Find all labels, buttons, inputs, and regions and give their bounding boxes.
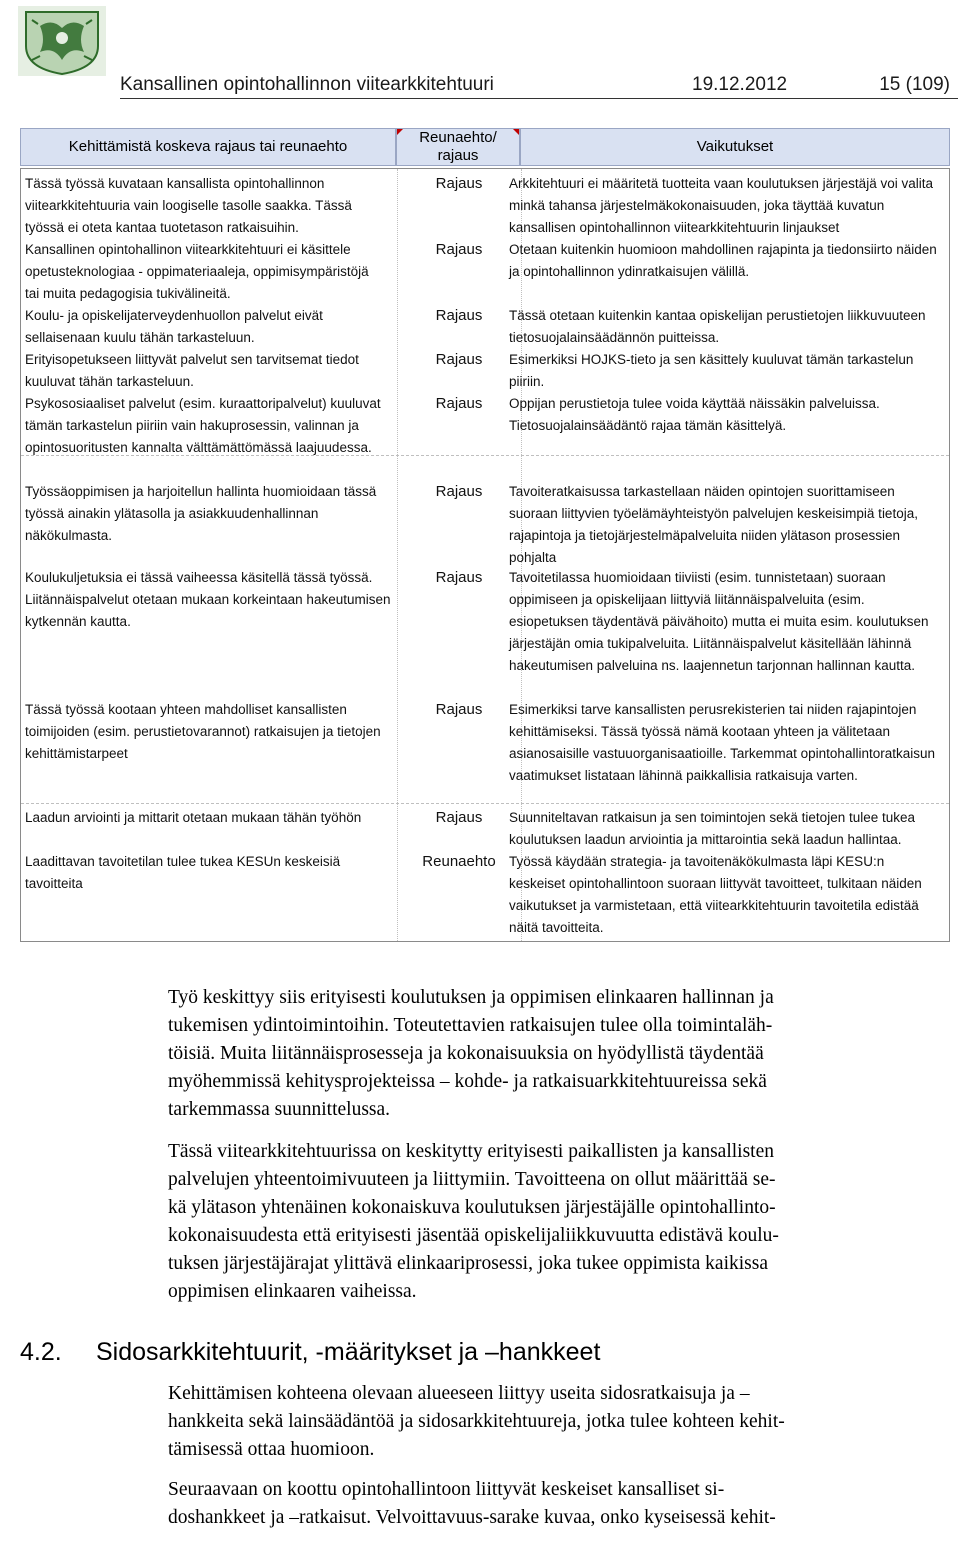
comment-marker-icon (397, 129, 403, 135)
page-header (120, 70, 950, 98)
effects-cell (509, 239, 947, 283)
effects-cell-line: Tavoitetilassa huomioidaan tiiviisti (esim. tunnistetaan) suoraan (509, 570, 886, 585)
section-heading (20, 1338, 920, 1372)
paragraph-line: doshankkeet ja –ratkaisut. Velvoittavuus-sarake kuvaa, onko kyseisessä kehit- (168, 1507, 776, 1528)
type-cell: Rajaus (435, 701, 483, 718)
restriction-cell (25, 173, 397, 239)
effects-cell (509, 305, 947, 349)
type-cell: Reunaehto (422, 853, 496, 870)
restriction-cell-line: työssä ainakin ylätasolla ja asiakkuudenhallinnan (25, 506, 319, 521)
effects-cell-line: hakeutumisen palveluina ns. laajennetun tarjonnan hallinnan kautta. (509, 658, 916, 673)
restriction-cell-line: Koulukuljetuksia ei tässä vaiheessa käsitellä tässä työssä. (25, 570, 373, 585)
effects-cell-line: kansallisen opintohallinnon viitearkkitehtuurin linjaukset (509, 220, 840, 235)
body-paragraph-4 (168, 1476, 940, 1532)
paragraph-line: tämisessä ottaa huomioon. (168, 1439, 375, 1460)
restriction-cell-line: Psykososiaaliset palvelut (esim. kuraattoripalvelut) kuuluvat (25, 396, 381, 411)
restriction-cell (25, 239, 397, 305)
paragraph-line: tarkemmassa suunnittelussa. (168, 1099, 391, 1120)
paragraph-line: Työ keskittyy siis erityisesti koulutuksen ja oppimisen elinkaaren hallinnan ja (168, 987, 774, 1008)
paragraph-line: oppimisen elinkaaren vaiheissa. (168, 1281, 417, 1302)
column-header-type-label: Reunaehto/ rajaus (419, 129, 497, 164)
table-header (20, 128, 950, 168)
table-body (20, 168, 950, 942)
paragraph-line: kokonaisuudesta että erityisesti jäsentää opiskelijaliikkuvuutta edistävä koulu- (168, 1225, 779, 1246)
restriction-cell-line: Erityisopetukseen liittyvät palvelut sen tarvitsemat tiedot (25, 352, 359, 367)
restriction-cell (25, 349, 397, 393)
restriction-cell-line: sellaisenaan kuulu tähän tarkasteluun. (25, 330, 255, 345)
restriction-cell-line: Tässä työssä kuvataan kansallista opintohallinnon (25, 176, 325, 191)
effects-cell-line: järjestäjän omia tukipalveluita. Liitännäispalvelut käsitellään lähinnä (509, 636, 912, 651)
effects-cell-line: pohjalta (509, 550, 557, 565)
paragraph-line: Tässä viitearkkitehtuurissa on keskitytty erityisesti paikallisten ja kansallisten (168, 1141, 774, 1162)
effects-cell-line: rajapintoja ja tietojärjestelmäpalveluita niiden ylätason prosessien (509, 528, 900, 543)
effects-cell-line: ja opintohallinnon ydinratkaisujen välillä. (509, 264, 750, 279)
column-header-restriction (20, 128, 396, 166)
document-title: Kansallinen opintohallinnon viitearkkitehtuuri (120, 74, 494, 95)
restriction-cell-line: tavoitteita (25, 876, 83, 891)
effects-cell (509, 349, 947, 393)
restriction-cell-line: kytkennän kautta. (25, 614, 131, 629)
effects-cell-line: vaatimukset listataan lähinnä paikkallisia ratkaisuja varten. (509, 768, 858, 783)
effects-cell (509, 481, 947, 569)
type-cell: Rajaus (435, 241, 483, 258)
restriction-cell-line: opetusteknologiaa - oppimateriaaleja, oppimisympäristöjä (25, 264, 369, 279)
effects-cell (509, 851, 947, 939)
paragraph-line: Kehittämisen kohteena olevaan alueeseen liittyy useita sidosratkaisuja ja – (168, 1383, 750, 1404)
restriction-cell-line: näkökulmasta. (25, 528, 113, 543)
paragraph-line: kä ylätason yhtenäinen kokonaiskuva koulutuksen järjestäjälle opintohallinto- (168, 1197, 776, 1218)
restriction-cell (25, 699, 397, 765)
restriction-cell-line: Laadittavan tavoitetilan tulee tukea KESUn keskeisiä (25, 854, 341, 869)
paragraph-line: töisiä. Muita liitännäisprosesseja ja kokonaisuuksia on hyödyllistä täydentää (168, 1043, 764, 1064)
restriction-cell-line: Koulu- ja opiskelijaterveydenhuollon palvelut eivät (25, 308, 323, 323)
effects-cell-line: minkä tahansa järjestelmäkokonaisuuden, joka täyttää kuvatun (509, 198, 885, 213)
body-paragraph-1 (168, 984, 940, 1124)
row-group-divider (21, 803, 949, 804)
effects-cell-line: Työssä käydään strategia- ja tavoitenäkökulmasta läpi KESU:n (509, 854, 885, 869)
restriction-cell-line: tämän tarkastelun piiriin vain hakuprosessin, valinnan ja (25, 418, 359, 433)
effects-cell-line: Esimerkiksi HOJKS-tieto ja sen käsittely kuuluvat tämän tarkastelun (509, 352, 914, 367)
restriction-cell (25, 481, 397, 547)
restriction-cell-line: toimijoiden (esim. perustietovarannot) ratkaisujen ja tietojen (25, 724, 381, 739)
restriction-cell (25, 393, 397, 459)
type-cell: Rajaus (435, 483, 483, 500)
effects-cell-line: vaikutukset ja varmistetaan, että viitearkkitehtuurin tavoitetila edistää (509, 898, 919, 913)
effects-cell-line: esiopetuksen täydentävä päivähoito) mutta ei muita esim. koulutuksen (509, 614, 929, 629)
effects-cell (509, 807, 947, 851)
effects-cell (509, 699, 947, 787)
page-number: 15 (109) (879, 74, 950, 95)
restriction-cell (25, 305, 397, 349)
paragraph-line: tuksen järjestäjärajat ylittävä elinkaariprosessi, joka tukee oppimista kaikissa (168, 1253, 768, 1274)
restriction-cell-line: opintosuoritusten kannalta välttämättömässä laajuudessa. (25, 440, 372, 455)
type-cell: Rajaus (435, 569, 483, 586)
restriction-cell-line: viitearkkitehtuuria vain loogiselle tasolle saakka. Tässä (25, 198, 352, 213)
type-cell: Rajaus (435, 175, 483, 192)
effects-cell-line: Tietosuojalainsäädäntö rajaa tämän käsittelyä. (509, 418, 787, 433)
body-paragraph-3 (168, 1380, 940, 1464)
paragraph-line: palvelujen yhteentoimivuuteen ja liittymiin. Tavoitteena on ollut määrittää se- (168, 1169, 776, 1190)
effects-cell-line: Tässä otetaan kuitenkin kantaa opiskelijan perustietojen liikkuvuuteen (509, 308, 926, 323)
restriction-cell-line: kehittämistarpeet (25, 746, 128, 761)
restriction-cell (25, 567, 397, 633)
effects-cell (509, 567, 947, 677)
effects-cell-line: piiriin. (509, 374, 545, 389)
restriction-cell-line: kuuluvat tähän tarkasteluun. (25, 374, 194, 389)
restriction-cell-line: Laadun arviointi ja mittarit otetaan mukaan tähän työhön (25, 810, 362, 825)
column-header-type (396, 128, 520, 166)
paragraph-line: tukemisen ydintoimintoihin. Toteutettavien ratkaisujen tulee olla toimintaläh- (168, 1015, 773, 1036)
scope-table (20, 128, 950, 942)
paragraph-line: hankkeita sekä lainsäädäntöä ja sidosarkkitehtuureja, jotka tulee kohteen kehit- (168, 1411, 785, 1432)
effects-cell-line: oppimiseen ja opiskelijaan liittyviä liitännäispalveluita (esim. (509, 592, 865, 607)
coat-of-arms-logo (18, 6, 106, 76)
type-cell: Rajaus (435, 351, 483, 368)
section-number: 4.2. (20, 1338, 62, 1366)
effects-cell-line: Suunniteltavan ratkaisun ja sen toimintojen sekä tietojen tulee tukea (509, 810, 916, 825)
section-title: Sidosarkkitehtuurit, -määritykset ja –hankkeet (96, 1338, 601, 1366)
restriction-cell-line: Liitännäispalvelut otetaan mukaan korkeintaan hakeutumisen (25, 592, 391, 607)
type-cell: Rajaus (435, 395, 483, 412)
effects-cell-line: Otetaan kuitenkin huomioon mahdollinen rajapinta ja tiedonsiirto näiden (509, 242, 937, 257)
restriction-cell-line: työssä ei oteta kantaa tuotetason ratkaisuihin. (25, 220, 299, 235)
restriction-cell (25, 807, 397, 829)
effects-cell-line: Oppijan perustietoja tulee voida käyttää näissäkin palveluissa. (509, 396, 880, 411)
effects-cell-line: suoraan liittyvien työelämäyhteistyön palvelujen keskeisimpiä tietoja, (509, 506, 918, 521)
document-date: 19.12.2012 (692, 74, 788, 95)
restriction-cell (25, 851, 397, 895)
paragraph-line: myöhemmissä kehitysprojekteissa – kohde- ja ratkaisuarkkitehtuureissa sekä (168, 1071, 767, 1092)
effects-cell (509, 393, 947, 437)
effects-cell-line: Tavoiteratkaisussa tarkastellaan näiden opintojen suorittamiseen (509, 484, 895, 499)
effects-cell-line: Esimerkiksi tarve kansallisten perusrekisterien tai niiden rajapintojen (509, 702, 917, 717)
column-header-effects (520, 128, 950, 166)
column-header-effects-label: Vaikutukset (696, 138, 774, 155)
body-paragraph-2 (168, 1138, 940, 1306)
effects-cell-line: näitä tavoitteita. (509, 920, 604, 935)
column-divider (397, 169, 398, 941)
effects-cell (509, 173, 947, 239)
restriction-cell-line: Kansallinen opintohallinon viitearkkitehtuuri ei käsittele (25, 242, 351, 257)
type-cell: Rajaus (435, 307, 483, 324)
effects-cell-line: koulutuksen laadun arviointia ja mittarointia sekä laadun hallintaa. (509, 832, 902, 847)
effects-cell-line: Arkkitehtuuri ei määritetä tuotteita vaan koulutuksen järjestäjä voi valita (509, 176, 933, 191)
restriction-cell-line: Tässä työssä kootaan yhteen mahdolliset kansallisten (25, 702, 347, 717)
column-header-restriction-label: Kehittämistä koskeva rajaus tai reunaehto (68, 138, 348, 155)
effects-cell-line: asianosaisille vastuuorganisaatioille. Tarkemmat opintohallintoratkaisun (509, 746, 935, 761)
restriction-cell-line: tai muita pedagogisia tukivälineitä. (25, 286, 231, 301)
effects-cell-line: keskeiset opintohallintoon suoraan liittyvät tavoitteet, tulkitaan näiden (509, 876, 922, 891)
comment-marker-icon (513, 129, 519, 135)
effects-cell-line: tietosuojalainsäädännön puitteissa. (509, 330, 720, 345)
type-cell: Rajaus (435, 809, 483, 826)
paragraph-line: Seuraavaan on koottu opintohallintoon liittyvät keskeiset kansalliset si- (168, 1479, 725, 1500)
header-divider (120, 98, 958, 99)
restriction-cell-line: Työssäoppimisen ja harjoitellun hallinta huomioidaan tässä (25, 484, 377, 499)
effects-cell-line: kehittämiseksi. Tässä työssä nämä kootaan yhteen ja välitetaan (509, 724, 890, 739)
